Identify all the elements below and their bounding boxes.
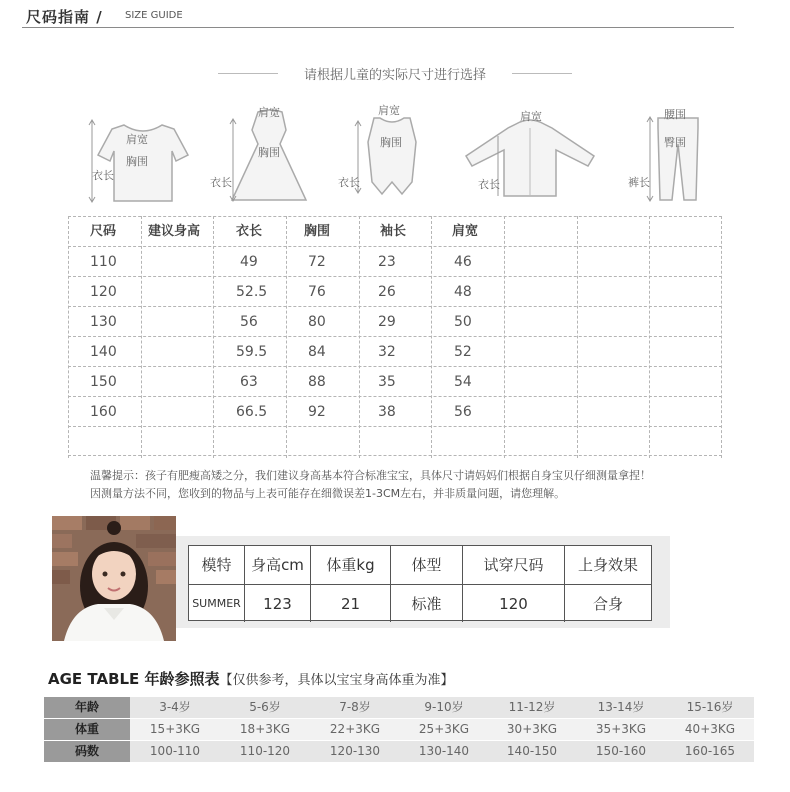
- model-value-cell: SUMMER: [189, 584, 245, 622]
- header-cell: 袖长: [380, 224, 407, 239]
- tshirt-chest-label: 胸围: [126, 155, 148, 168]
- age-row-label: 年龄: [44, 697, 130, 718]
- chest-cell: 92: [308, 404, 326, 420]
- tip-note-line1: 温馨提示：孩子有肥瘦高矮之分，我们建议身高基本符合标准宝宝，具体尺寸请妈妈们根据自身宝贝仔细测量拿捏！: [90, 469, 651, 482]
- jacket-shoulder-label: 肩宽: [520, 110, 542, 123]
- table-row-empty: [68, 426, 722, 456]
- pants-length-label: 裤长: [628, 176, 650, 189]
- header-subtitle: SIZE GUIDE: [125, 10, 183, 21]
- sleeve-cell: 38: [378, 404, 396, 420]
- length-cell: 66.5: [236, 404, 268, 420]
- size-cell: 120: [90, 284, 117, 300]
- column-divider: [431, 216, 432, 458]
- dress-chest-label: 胸围: [258, 146, 280, 159]
- tshirt-length-label: 衣长: [92, 169, 114, 182]
- table-row: [44, 697, 754, 718]
- romper-chest-label: 胸围: [380, 136, 402, 149]
- instruction-banner: [218, 63, 572, 83]
- romper-shoulder-label: 肩宽: [378, 104, 400, 117]
- size-cell: 110: [90, 254, 117, 270]
- column-divider: [286, 216, 287, 458]
- age-cell: 15-16岁: [686, 700, 734, 714]
- model-header-cell: 体重kg: [311, 546, 391, 584]
- size-cell: 130: [90, 314, 117, 330]
- size-cell: 140: [90, 344, 117, 360]
- length-cell: 52.5: [236, 284, 268, 300]
- model-header-cell: 身高cm: [245, 546, 311, 584]
- instruction-text: 请根据儿童的实际尺寸进行选择: [303, 68, 486, 83]
- model-value-cell: 123: [245, 584, 311, 622]
- shoulder-cell: 54: [454, 374, 472, 390]
- age-cell: 110-120: [239, 744, 291, 758]
- shoulder-cell: 52: [454, 344, 472, 360]
- length-cell: 56: [240, 314, 258, 330]
- age-cell: 30+3KG: [506, 722, 558, 736]
- model-header-cell: 模特: [189, 546, 245, 584]
- age-cell: 130-140: [418, 744, 470, 758]
- age-cell: 140-150: [506, 744, 558, 758]
- model-value-cell: 标准: [391, 584, 463, 622]
- size-cell: 150: [90, 374, 117, 390]
- age-cell: 35+3KG: [595, 722, 647, 736]
- chest-cell: 80: [308, 314, 326, 330]
- pants-waist-label: 腰围: [664, 108, 686, 121]
- tip-note-line2: 因测量方法不同，您收到的物品与上表可能存在细微误差1-3CM左右，并非质量问题，请您理解。: [90, 487, 566, 500]
- age-cell: 13-14岁: [597, 700, 645, 714]
- age-table-title: [48, 668, 454, 689]
- age-table-title-text: AGE TABLE 年龄参照表: [48, 670, 220, 688]
- model-header-cell: 体型: [391, 546, 463, 584]
- age-row-label: 体重: [44, 719, 130, 740]
- age-table-note: 【仅供参考，具体以宝宝身高体重为准】: [219, 673, 454, 688]
- table-row: [68, 306, 722, 336]
- model-photo-illustration: [52, 516, 176, 641]
- model-value-cell: 21: [311, 584, 391, 622]
- sleeve-cell: 32: [378, 344, 396, 360]
- header-cell: 衣长: [236, 224, 263, 239]
- age-cell: 150-160: [595, 744, 647, 758]
- age-cell: 22+3KG: [329, 722, 381, 736]
- age-row-label: 码数: [44, 741, 130, 762]
- table-row: [68, 336, 722, 366]
- column-divider: [213, 216, 214, 458]
- chest-cell: 76: [308, 284, 326, 300]
- jacket-length-label: 衣长: [478, 178, 500, 191]
- header-cell: 肩宽: [452, 224, 479, 239]
- table-row: [68, 366, 722, 396]
- romper-length-label: 衣长: [338, 176, 360, 189]
- column-divider: [141, 216, 142, 458]
- length-cell: 49: [240, 254, 258, 270]
- age-cell: 18+3KG: [239, 722, 291, 736]
- length-cell: 59.5: [236, 344, 268, 360]
- size-table: [68, 216, 722, 458]
- age-table: [44, 697, 754, 761]
- column-divider: [721, 216, 722, 458]
- model-value-cell: 120: [463, 584, 565, 622]
- age-cell: 160-165: [684, 744, 736, 758]
- sleeve-cell: 35: [378, 374, 396, 390]
- age-cell: 40+3KG: [684, 722, 736, 736]
- length-cell: 63: [240, 374, 258, 390]
- age-cell: 7-8岁: [339, 700, 371, 714]
- model-photo: [52, 516, 176, 641]
- model-value-cell: 合身: [565, 584, 651, 622]
- sleeve-cell: 26: [378, 284, 396, 300]
- romper-figure: [336, 102, 436, 202]
- column-divider: [577, 216, 578, 458]
- header-cell: 尺码: [90, 224, 117, 239]
- shoulder-cell: 56: [454, 404, 472, 420]
- size-guide-header: [22, 6, 734, 28]
- dress-length-label: 衣长: [210, 176, 232, 189]
- tshirt-figure: [86, 115, 196, 205]
- model-table: [188, 545, 652, 621]
- pants-hip-label: 臀围: [664, 136, 686, 149]
- age-cell: 15+3KG: [149, 722, 201, 736]
- model-header-cell: 试穿尺码: [463, 546, 565, 584]
- age-cell: 25+3KG: [418, 722, 470, 736]
- shoulder-cell: 46: [454, 254, 472, 270]
- dress-shoulder-label: 肩宽: [258, 106, 280, 119]
- dress-figure: [208, 104, 318, 208]
- header-cell: 建议身高: [148, 224, 201, 239]
- table-row: [68, 276, 722, 306]
- age-cell: 120-130: [329, 744, 381, 758]
- shoulder-cell: 50: [454, 314, 472, 330]
- size-table-header: [68, 216, 722, 246]
- model-header-cell: 上身效果: [577, 556, 638, 574]
- jacket-figure: [460, 106, 600, 202]
- tshirt-shoulder-label: 肩宽: [126, 133, 148, 146]
- table-row: [44, 719, 754, 740]
- age-cell: 9-10岁: [424, 700, 464, 714]
- header-title: 尺码指南 /: [26, 8, 103, 26]
- chest-cell: 72: [308, 254, 326, 270]
- table-row: [68, 396, 722, 426]
- age-cell: 3-4岁: [159, 700, 191, 714]
- column-divider: [649, 216, 650, 458]
- age-cell: 11-12岁: [508, 700, 556, 714]
- chest-cell: 84: [308, 344, 326, 360]
- chest-cell: 88: [308, 374, 326, 390]
- size-cell: 160: [90, 404, 117, 420]
- sleeve-cell: 29: [378, 314, 396, 330]
- shoulder-cell: 48: [454, 284, 472, 300]
- pants-figure: [626, 104, 706, 204]
- column-divider: [68, 216, 69, 458]
- table-row: [68, 246, 722, 276]
- age-cell: 100-110: [149, 744, 201, 758]
- table-row: [44, 741, 754, 762]
- sleeve-cell: 23: [378, 254, 396, 270]
- divider-right: [512, 73, 572, 74]
- column-divider: [359, 216, 360, 458]
- age-cell: 5-6岁: [249, 700, 281, 714]
- header-cell: 胸围: [304, 224, 331, 239]
- column-divider: [504, 216, 505, 458]
